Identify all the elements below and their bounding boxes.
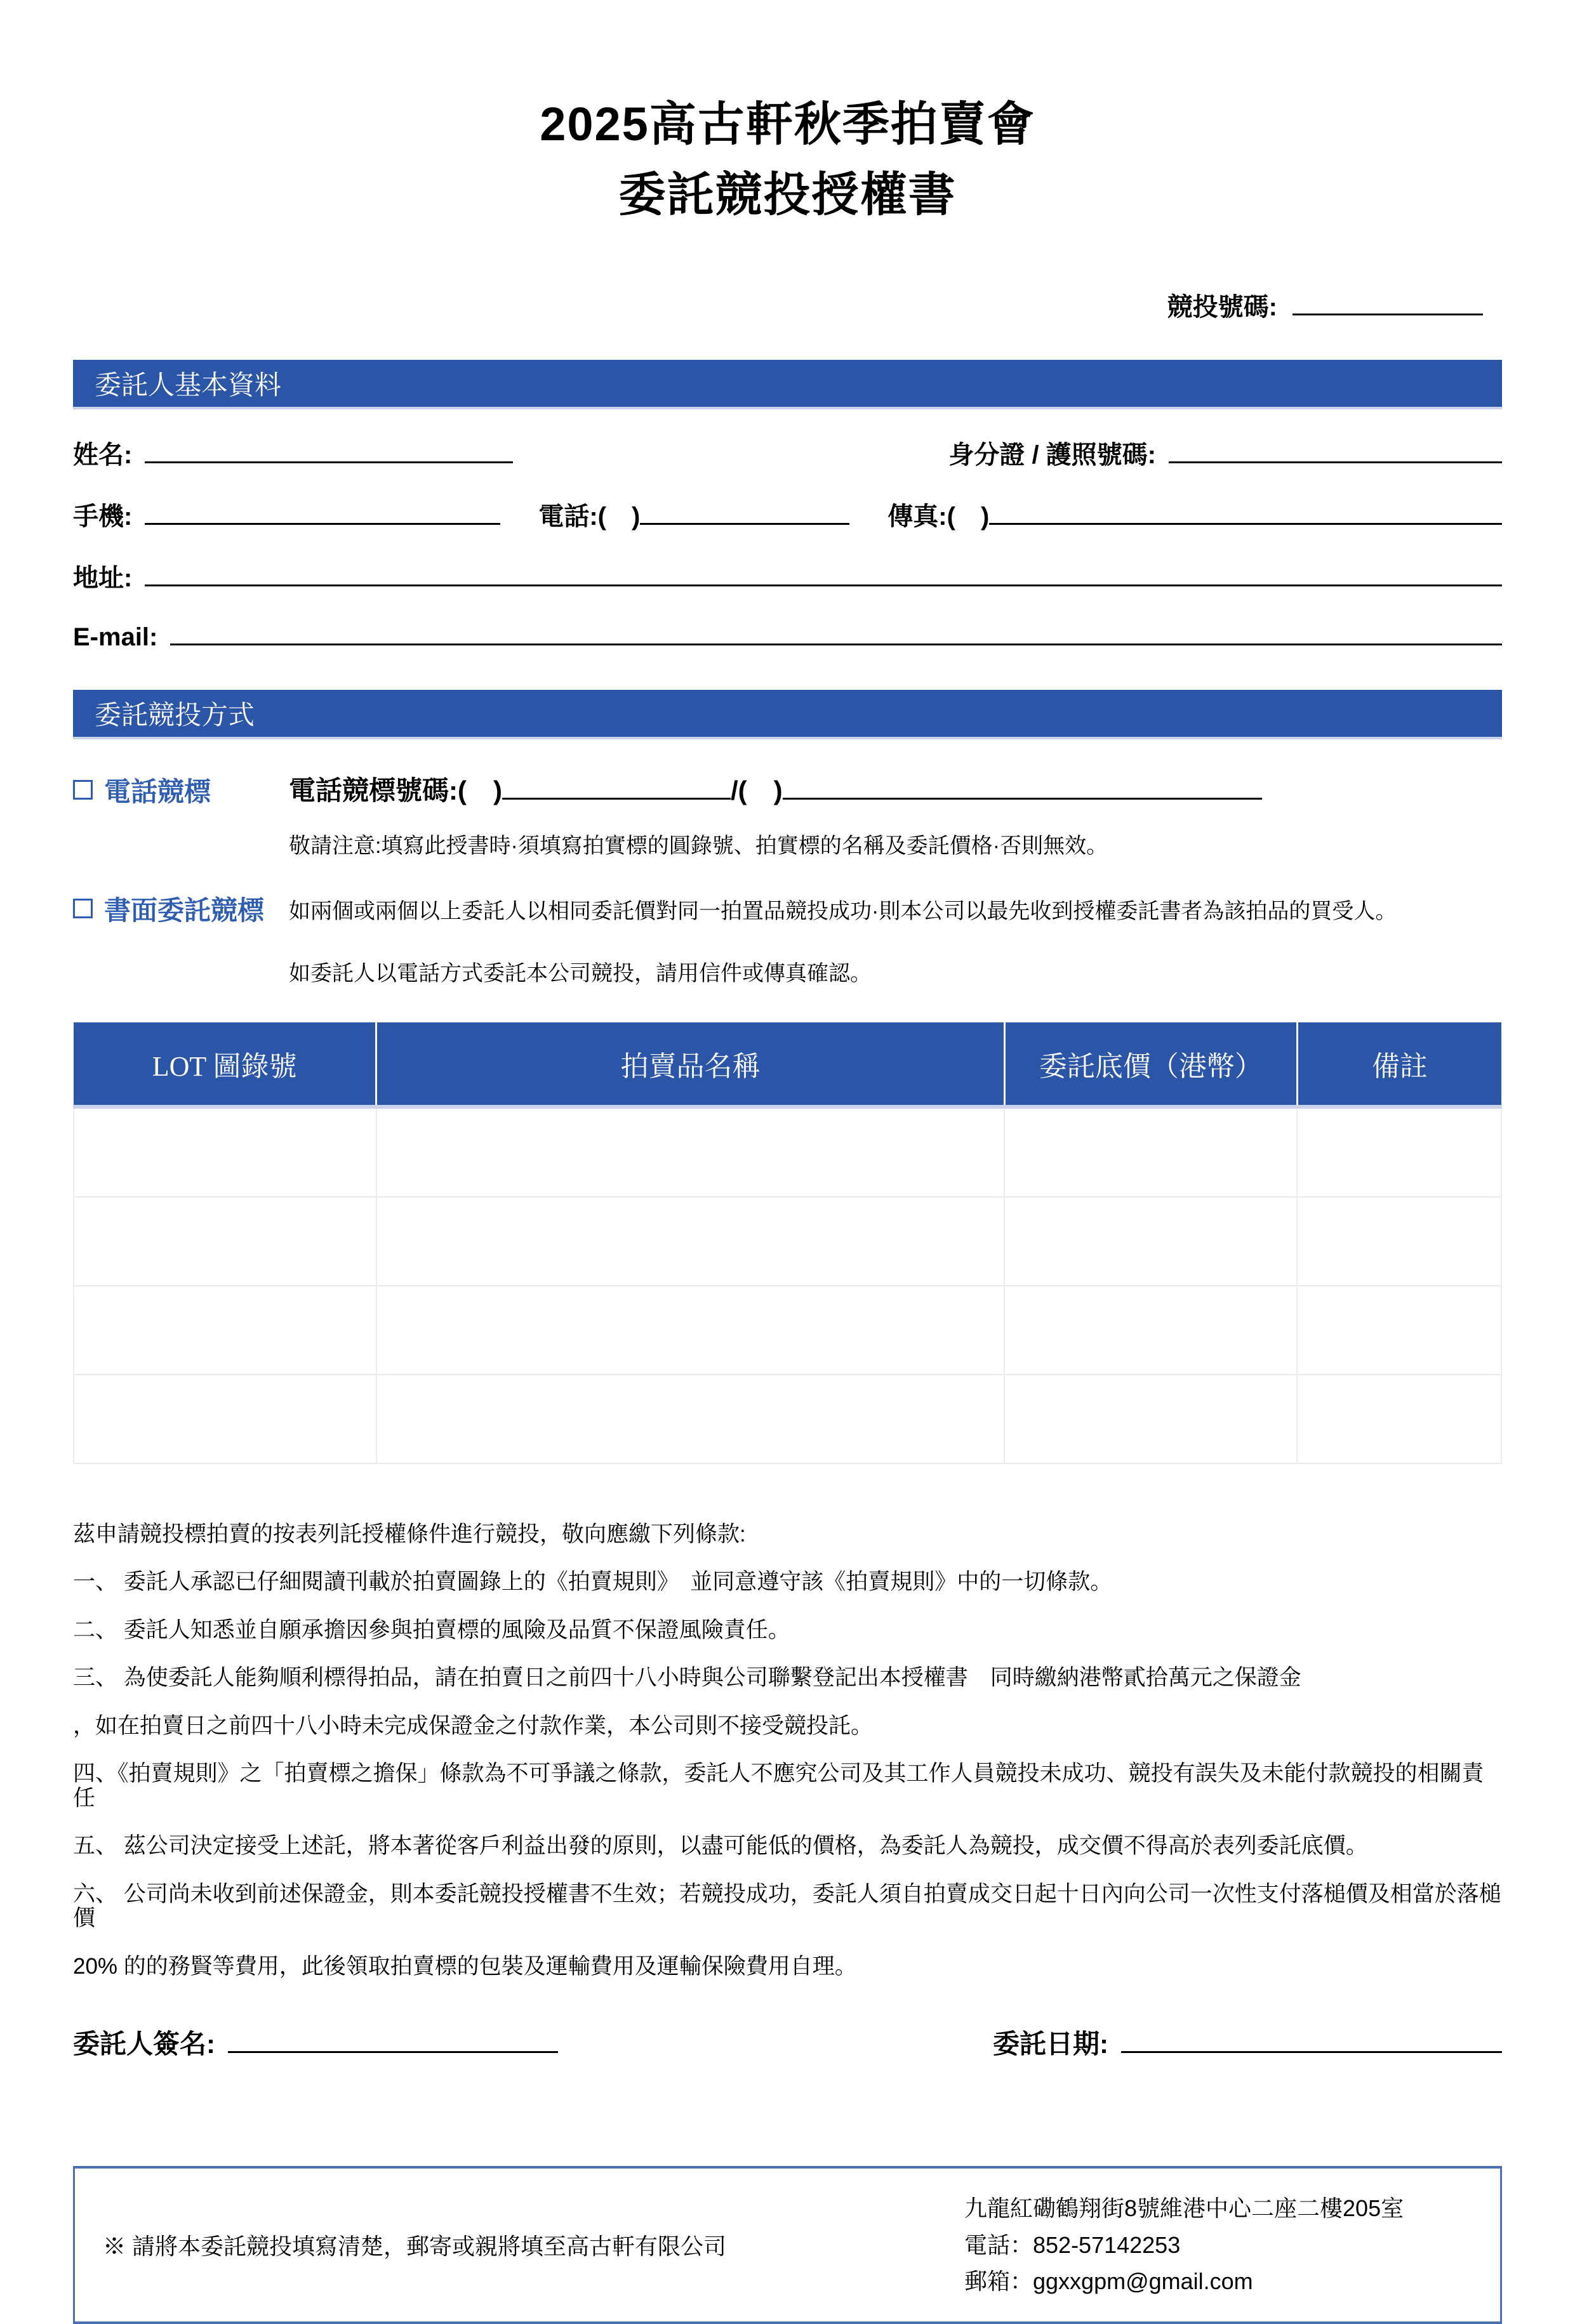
lot-table <box>73 1022 1502 1464</box>
phone-bid-label: 電話競標 <box>104 776 211 807</box>
lot-table-cell[interactable] <box>1004 1197 1297 1286</box>
row-email <box>73 619 1502 652</box>
name-label: 姓名: <box>73 441 133 469</box>
lot-table-cell[interactable] <box>1297 1286 1501 1375</box>
bid-number-input-line[interactable] <box>1293 289 1483 315</box>
lot-table-header-price: 委託底價（港幣） <box>1004 1022 1297 1107</box>
terms-intro: 茲申請競投標拍賣的按表列託授權條件進行競投，敬向應繳下列條款: <box>73 1521 746 1547</box>
written-bid-option <box>73 890 289 928</box>
row-address <box>73 558 1502 594</box>
lot-table-row <box>74 1107 1501 1197</box>
date-label: 委託日期: <box>993 2029 1108 2059</box>
written-bid-label: 書面委託競標 <box>104 895 265 925</box>
signature-label: 委託人簽名: <box>73 2029 215 2059</box>
date-input-line[interactable] <box>1121 2026 1502 2053</box>
fax-input-line[interactable] <box>989 499 1502 525</box>
lot-table-header-row <box>74 1022 1501 1107</box>
fax-label: 傳真: <box>887 503 947 531</box>
lot-table-cell[interactable] <box>74 1286 376 1375</box>
phone-bid-number-line-1[interactable] <box>502 772 731 800</box>
terms-clause-3: 三、 為使委託人能夠順利標得拍品，請在拍賣日之前四十八小時與公司聯繫登記出本授權書 同時繳納港幣貳拾萬元之保證金 <box>73 1665 1301 1690</box>
footer-note: ※ 請將本委託競投填寫清楚，郵寄或親將填至高古軒有限公司 <box>103 2233 727 2259</box>
lot-table-cell[interactable] <box>376 1375 1005 1463</box>
phone-bid-number-label: 電話競標號碼: <box>289 776 458 805</box>
phone-bid-checkbox[interactable] <box>73 780 93 800</box>
lot-table-cell[interactable] <box>74 1107 376 1197</box>
written-bid-line-1: 如兩個或兩個以上委託人以相同委託價對同一拍置品競投成功·則本公司以最先收到授權委託書者為該拍品的買受人。 <box>289 899 1397 923</box>
written-bid-row <box>73 890 1502 928</box>
phone-input-line[interactable] <box>640 499 849 525</box>
lot-table-header-lot: LOT 圖錄號 <box>74 1022 376 1107</box>
email-input-line[interactable] <box>170 619 1502 645</box>
written-bid-checkbox[interactable] <box>73 899 93 918</box>
lot-table-cell[interactable] <box>1297 1375 1501 1463</box>
footer-email: 郵箱：ggxxgpm@gmail.com <box>964 2268 1253 2295</box>
phone-group <box>538 496 849 532</box>
address-label: 地址: <box>73 564 133 592</box>
phone-bid-paren-1: ( ) <box>458 776 502 805</box>
bid-number-row <box>73 287 1483 323</box>
terms-clause-4: 四、《拍賣規則》之「拍賣標之擔保」條款為不可爭議之條款，委託人不應究公司及其工作人員競投未成功、競投有誤失及未能付款競投的相關責任 <box>73 1761 1484 1811</box>
phone-area-code-paren: ( ) <box>597 503 641 531</box>
lot-table-cell[interactable] <box>1297 1107 1501 1197</box>
terms-clause-6: 六、 公司尚未收到前述保證金，則本委託競投授權書不生效；若競投成功，委託人須自拍賣成交日起十日內向公司一次性支付落槌價及相當於落槌價 <box>73 1881 1501 1931</box>
address-input-line[interactable] <box>145 560 1502 586</box>
lot-table-cell[interactable] <box>376 1286 1005 1375</box>
phone-bid-paren-2: /( ) <box>730 776 783 805</box>
phone-bid-number-line-2[interactable] <box>783 772 1262 800</box>
footer-contact <box>964 2190 1472 2300</box>
lot-table-row <box>74 1375 1501 1463</box>
mobile-input-line[interactable] <box>145 499 500 525</box>
phone-bid-number-segment <box>289 770 1502 808</box>
terms-section <box>73 1522 1502 1979</box>
terms-clause-5: 五、 茲公司決定接受上述託，將本著從客戶利益出發的原則，以盡可能低的價格，為委託人為競投，成交價不得高於表列委託底價。 <box>73 1833 1368 1858</box>
section-client-info-title: 委託人基本資料 <box>95 370 282 400</box>
id-group <box>948 435 1502 471</box>
lot-table-body <box>74 1107 1501 1463</box>
lot-table-cell[interactable] <box>1004 1375 1297 1463</box>
signature-input-line[interactable] <box>228 2026 558 2053</box>
title-line-2: 委託競投授權書 <box>618 168 957 221</box>
lot-table-row <box>74 1286 1501 1375</box>
lot-table-cell[interactable] <box>74 1197 376 1286</box>
terms-clause-2: 二、 委託人知悉並自願承擔因參與拍賣標的風險及品質不保證風險責任。 <box>73 1617 790 1642</box>
fax-area-code-paren: ( ) <box>947 503 990 531</box>
id-label: 身分證 / 護照號碼: <box>948 441 1156 469</box>
phone-label: 電話: <box>538 503 598 531</box>
row-mobile-phone-fax <box>73 496 1502 532</box>
phone-bid-row <box>73 770 1502 809</box>
lot-table-cell[interactable] <box>1004 1286 1297 1375</box>
footer-phone: 電話：852-57142253 <box>964 2231 1181 2258</box>
bid-number-label: 競投號碼: <box>1167 293 1277 321</box>
terms-clause-6-cont: 20% 的的務賢等費用，此後領取拍賣標的包裝及運輸費用及運輸保險費用自理。 <box>73 1953 857 1979</box>
lot-table-header-note: 備註 <box>1297 1022 1501 1107</box>
terms-clause-3-cont: ，如在拍賣日之前四十八小時未完成保證金之付款作業，本公司則不接受競投託。 <box>73 1713 874 1738</box>
footer-box <box>73 2166 1502 2324</box>
date-group <box>993 2023 1502 2061</box>
section-client-info <box>73 360 1502 409</box>
page-title <box>73 0 1502 230</box>
signature-row <box>73 2023 1502 2061</box>
lot-table-cell[interactable] <box>376 1107 1005 1197</box>
fax-group <box>887 496 1502 532</box>
lot-table-cell[interactable] <box>74 1375 376 1463</box>
id-input-line[interactable] <box>1169 437 1502 463</box>
lot-table-row <box>74 1197 1501 1286</box>
name-input-line[interactable] <box>145 437 513 463</box>
mobile-label: 手機: <box>73 503 133 531</box>
section-bid-method-title: 委託競投方式 <box>95 700 255 730</box>
phone-bid-option <box>73 771 289 809</box>
title-line-1: 2025高古軒秋季拍賣會 <box>540 98 1035 150</box>
terms-clause-1: 一、 委託人承認已仔細閱讀刊載於拍賣圖錄上的《拍賣規則》 並同意遵守該《拍賣規則》中的一切條款。 <box>73 1569 1113 1594</box>
email-label: E-mail: <box>73 623 158 651</box>
lot-table-header-name: 拍賣品名稱 <box>376 1022 1005 1107</box>
lot-table-cell[interactable] <box>376 1197 1005 1286</box>
lot-table-cell[interactable] <box>1297 1197 1501 1286</box>
row-name-id <box>73 435 1502 471</box>
lot-table-cell[interactable] <box>1004 1107 1297 1197</box>
written-bid-line-2: 如委託人以電話方式委託本公司競投，請用信件或傳真確認。 <box>289 961 872 986</box>
phone-bid-note: 敬請注意:填寫此授書時·須填寫拍實標的圓錄號、拍實標的名稱及委託價格·否則無效。 <box>289 833 1108 858</box>
section-bid-method <box>73 690 1502 739</box>
footer-address: 九龍紅磡鶴翔街8號維港中心二座二樓205室 <box>964 2195 1404 2221</box>
